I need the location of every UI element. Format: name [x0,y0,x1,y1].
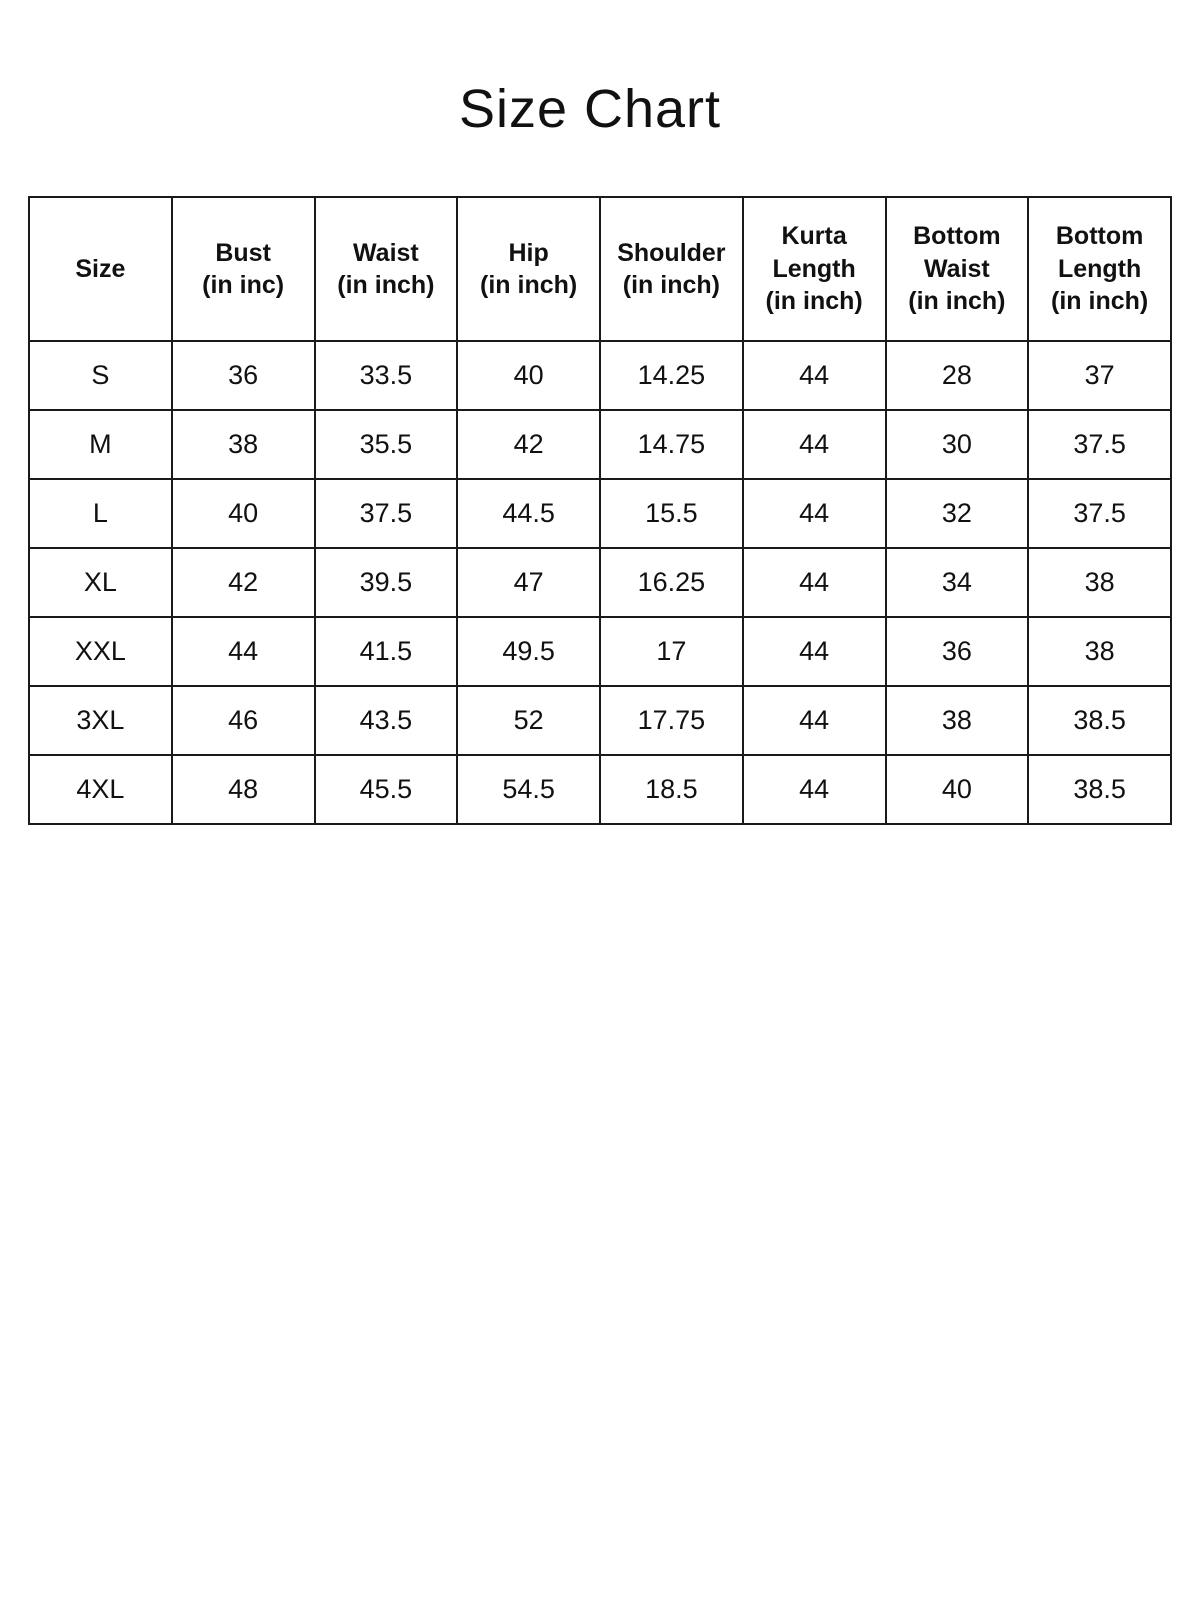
measurement-cell-kurta-length: 44 [743,341,886,410]
measurement-cell-bottom-waist: 30 [886,410,1029,479]
measurement-cell-kurta-length: 44 [743,479,886,548]
measurement-cell-bottom-length: 38.5 [1028,686,1171,755]
measurement-cell-bust: 40 [172,479,315,548]
table-row-xxl [29,617,1171,686]
column-header-waist [315,197,458,341]
measurement-cell-bottom-waist: 32 [886,479,1029,548]
measurement-cell-hip: 42 [457,410,600,479]
size-label-cell: S [29,341,172,410]
measurement-cell-bottom-waist: 34 [886,548,1029,617]
column-header-line: (in inch) [337,271,435,299]
measurement-cell-hip: 47 [457,548,600,617]
column-header-shoulder [600,197,743,341]
measurement-cell-waist: 33.5 [315,341,458,410]
header-row [29,197,1171,341]
measurement-cell-bust: 44 [172,617,315,686]
measurement-cell-hip: 40 [457,341,600,410]
size-chart-table-body [29,341,1171,824]
column-header-bust [172,197,315,341]
size-label-cell: L [29,479,172,548]
measurement-cell-bottom-length: 38 [1028,617,1171,686]
size-label-cell: M [29,410,172,479]
measurement-cell-bottom-waist: 36 [886,617,1029,686]
column-header-bottom-waist [886,197,1029,341]
measurement-cell-bust: 36 [172,341,315,410]
column-header-line: (in inch) [765,287,863,316]
measurement-cell-shoulder: 17.75 [600,686,743,755]
table-row-3xl [29,686,1171,755]
measurement-cell-kurta-length: 44 [743,686,886,755]
column-header-kurta-length [743,197,886,341]
measurement-cell-hip: 44.5 [457,479,600,548]
table-row-4xl [29,755,1171,824]
measurement-cell-shoulder: 14.25 [600,341,743,410]
measurement-cell-waist: 39.5 [315,548,458,617]
column-header-line: Length [1057,254,1142,283]
column-header-line: Hip [508,238,549,267]
column-header-line: (in inc) [202,271,285,299]
column-header-line: Bust [215,238,271,267]
size-label-cell: XXL [29,617,172,686]
measurement-cell-hip: 49.5 [457,617,600,686]
measurement-cell-shoulder: 18.5 [600,755,743,824]
column-header-line: Waist [924,254,990,283]
table-row-xl [29,548,1171,617]
size-chart-table [28,196,1172,825]
measurement-cell-kurta-length: 44 [743,548,886,617]
column-header-bottom-length [1028,197,1171,341]
column-header-line: Bottom [1055,222,1144,251]
measurement-cell-kurta-length: 44 [743,410,886,479]
measurement-cell-bust: 48 [172,755,315,824]
size-chart-table-header [29,197,1171,341]
measurement-cell-bust: 38 [172,410,315,479]
measurement-cell-bottom-length: 38.5 [1028,755,1171,824]
column-header-line: Waist [353,238,419,267]
page-title: Size Chart [458,79,722,139]
column-header-line: (in inch) [908,287,1006,316]
size-label-cell: 3XL [29,686,172,755]
column-header-line: Size [75,254,126,283]
measurement-cell-bust: 42 [172,548,315,617]
measurement-cell-shoulder: 15.5 [600,479,743,548]
measurement-cell-bottom-waist: 40 [886,755,1029,824]
measurement-cell-hip: 54.5 [457,755,600,824]
measurement-cell-kurta-length: 44 [743,755,886,824]
measurement-cell-shoulder: 17 [600,617,743,686]
measurement-cell-waist: 35.5 [315,410,458,479]
table-row-s [29,341,1171,410]
measurement-cell-bottom-length: 37.5 [1028,479,1171,548]
measurement-cell-waist: 45.5 [315,755,458,824]
column-header-size [29,197,172,341]
measurement-cell-shoulder: 14.75 [600,410,743,479]
measurement-cell-bottom-waist: 28 [886,341,1029,410]
measurement-cell-bottom-length: 37.5 [1028,410,1171,479]
measurement-cell-kurta-length: 44 [743,617,886,686]
measurement-cell-waist: 41.5 [315,617,458,686]
column-header-line: Shoulder [617,238,726,267]
size-label-cell: XL [29,548,172,617]
column-header-line: (in inch) [1051,287,1149,316]
column-header-hip [457,197,600,341]
table-row-m [29,410,1171,479]
table-row-l [29,479,1171,548]
measurement-cell-bottom-waist: 38 [886,686,1029,755]
column-header-line: (in inch) [480,271,578,299]
column-header-line: (in inch) [622,271,720,299]
column-header-line: Length [772,254,856,283]
measurement-cell-waist: 37.5 [315,479,458,548]
column-header-line: Kurta [781,222,847,251]
column-header-line: Bottom [913,222,1001,251]
measurement-cell-bottom-length: 37 [1028,341,1171,410]
measurement-cell-bottom-length: 38 [1028,548,1171,617]
measurement-cell-hip: 52 [457,686,600,755]
measurement-cell-bust: 46 [172,686,315,755]
size-label-cell: 4XL [29,755,172,824]
measurement-cell-waist: 43.5 [315,686,458,755]
measurement-cell-shoulder: 16.25 [600,548,743,617]
